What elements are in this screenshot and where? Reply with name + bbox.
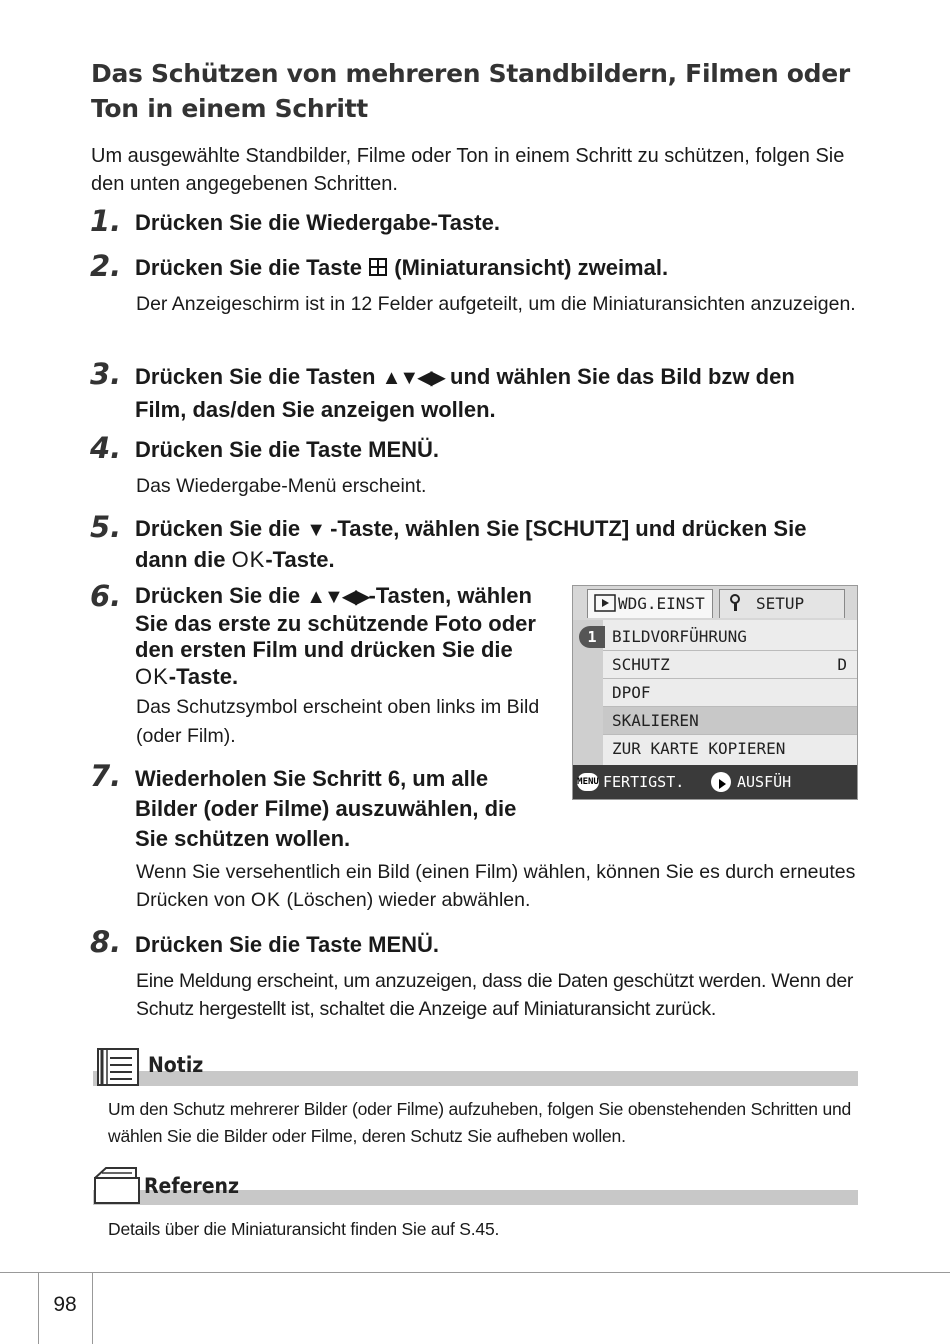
arrow-keys-icon: ▲▼◀▶	[381, 367, 444, 389]
step-heading-text: -Tasten, wählen Sie das erste zu schützende Foto oder den ersten Film und drücken Sie die	[135, 583, 536, 662]
step-heading-text: Drücken Sie die	[135, 583, 307, 608]
intro-text: Um ausgewählte Standbilder, Filme oder Ton in einem Schritt zu schützen, folgen Sie den unten angegebenen Schritten.	[91, 145, 845, 195]
step-body: Eine Meldung erscheint, um anzuzeigen, dass die Daten geschützt werden. Wenn der Schutz hergestellt ist, schaltet die Anzeige auf Miniaturansicht zurück.	[136, 970, 854, 1020]
page-badge: 1	[579, 626, 605, 648]
thumbnail-icon	[368, 255, 388, 280]
step-heading	[135, 361, 835, 425]
step-heading: Drücken Sie die Wiedergabe-Taste.	[135, 210, 500, 235]
step-number: 8.	[90, 925, 122, 959]
step-number: 7.	[90, 759, 122, 793]
step-heading-text: Drücken Sie die	[135, 516, 307, 541]
camera-menu-screen	[572, 585, 858, 800]
step-body: Der Anzeigeschirm ist in 12 Felder aufgeteilt, um die Miniaturansichten anzuzeigen.	[136, 293, 856, 315]
step-heading-text: Drücken Sie die Taste	[135, 255, 369, 280]
footer-label: FERTIGST.	[603, 773, 685, 791]
step-heading-text: -Taste, wählen Sie [SCHUTZ] und drücken Sie dann die	[135, 516, 807, 572]
step-heading-text: Drücken Sie die Tasten	[135, 364, 382, 389]
footer-divider	[0, 1272, 950, 1273]
step-heading-text: (Miniaturansicht) zweimal.	[388, 255, 669, 280]
step-number: 2.	[90, 249, 122, 283]
tab-label: SETUP	[756, 594, 805, 613]
wrench-icon	[720, 594, 756, 613]
step-heading-text: -Taste.	[168, 663, 239, 689]
ok-label: OK	[135, 663, 169, 689]
menu-item-copy-to-card: ZUR KARTE KOPIEREN	[612, 739, 786, 758]
step-heading-text: -Taste.	[265, 547, 335, 572]
submenu-arrow-icon: D	[837, 655, 847, 674]
menu-item-resize: SKALIEREN	[603, 707, 857, 735]
ok-play-icon	[711, 772, 731, 792]
step-heading	[135, 253, 668, 283]
step-heading: Wiederholen Sie Schritt 6, um alle Bilder (oder Filme) auszuwählen, die Sie schützen wollen.	[135, 766, 517, 851]
step-number: 4.	[90, 431, 122, 465]
reference-icon	[92, 1164, 144, 1211]
step-heading	[135, 514, 815, 574]
menu-item-dpof: DPOF	[603, 679, 857, 707]
step-body: Das Wiedergabe-Menü erscheint.	[136, 475, 427, 497]
arrow-keys-icon: ▲▼◀▶	[306, 586, 369, 608]
note-bar	[93, 1071, 858, 1086]
step-heading-text: und wählen Sie das Bild bzw den Film, das/den Sie anzeigen wollen.	[135, 364, 795, 422]
down-arrow-icon: ▼	[306, 519, 324, 541]
step-heading: Drücken Sie die Taste MENÜ.	[135, 437, 440, 462]
page-number: 98	[53, 1293, 77, 1316]
step-heading	[135, 583, 555, 690]
step-body	[136, 858, 866, 914]
menu-footer	[573, 765, 857, 799]
tab-label: WDG.EINST	[618, 594, 705, 613]
menu-icon: MENU	[577, 773, 599, 791]
menu-item-slideshow: BILDVORFÜHRUNG	[603, 623, 857, 651]
tab-playback-settings	[587, 589, 713, 618]
ok-label: OK	[250, 889, 282, 911]
step-number: 6.	[90, 579, 122, 613]
step-body-text: Wenn Sie versehentlich ein Bild (einen Film) wählen, können Sie es durch erneutes Drücken von	[136, 861, 856, 911]
note-icon	[92, 1046, 142, 1093]
ok-label: OK	[231, 547, 266, 572]
step-body-text: (Löschen) wieder abwählen.	[281, 889, 531, 911]
footer-label: AUSFÜH	[737, 773, 792, 791]
footer-divider	[92, 1272, 93, 1344]
step-body: Das Schutzsymbol erscheint oben links im Bild (oder Film).	[136, 696, 540, 747]
step-number: 5.	[90, 510, 122, 544]
tab-setup	[719, 589, 845, 618]
footer-divider	[38, 1272, 39, 1344]
menu-item-protect	[603, 651, 857, 679]
page-title: Das Schützen von mehreren Standbildern, Filmen oder Ton in einem Schritt	[91, 59, 850, 123]
step-number: 3.	[90, 357, 122, 391]
playback-icon	[588, 594, 618, 613]
reference-label: Referenz	[144, 1174, 239, 1198]
note-label: Notiz	[148, 1053, 204, 1077]
step-heading: Drücken Sie die Taste MENÜ.	[135, 932, 440, 957]
note-text: Um den Schutz mehrerer Bilder (oder Filme) aufzuheben, folgen Sie obenstehenden Schritten und wählen Sie die Bilder oder Filme, deren Schutz Sie aufheben wollen.	[108, 1099, 852, 1146]
reference-text: Details über die Miniaturansicht finden Sie auf S.45.	[108, 1219, 500, 1239]
step-number: 1.	[90, 204, 122, 238]
menu-item-label: SCHUTZ	[612, 655, 670, 674]
menu-tabs	[573, 586, 857, 620]
